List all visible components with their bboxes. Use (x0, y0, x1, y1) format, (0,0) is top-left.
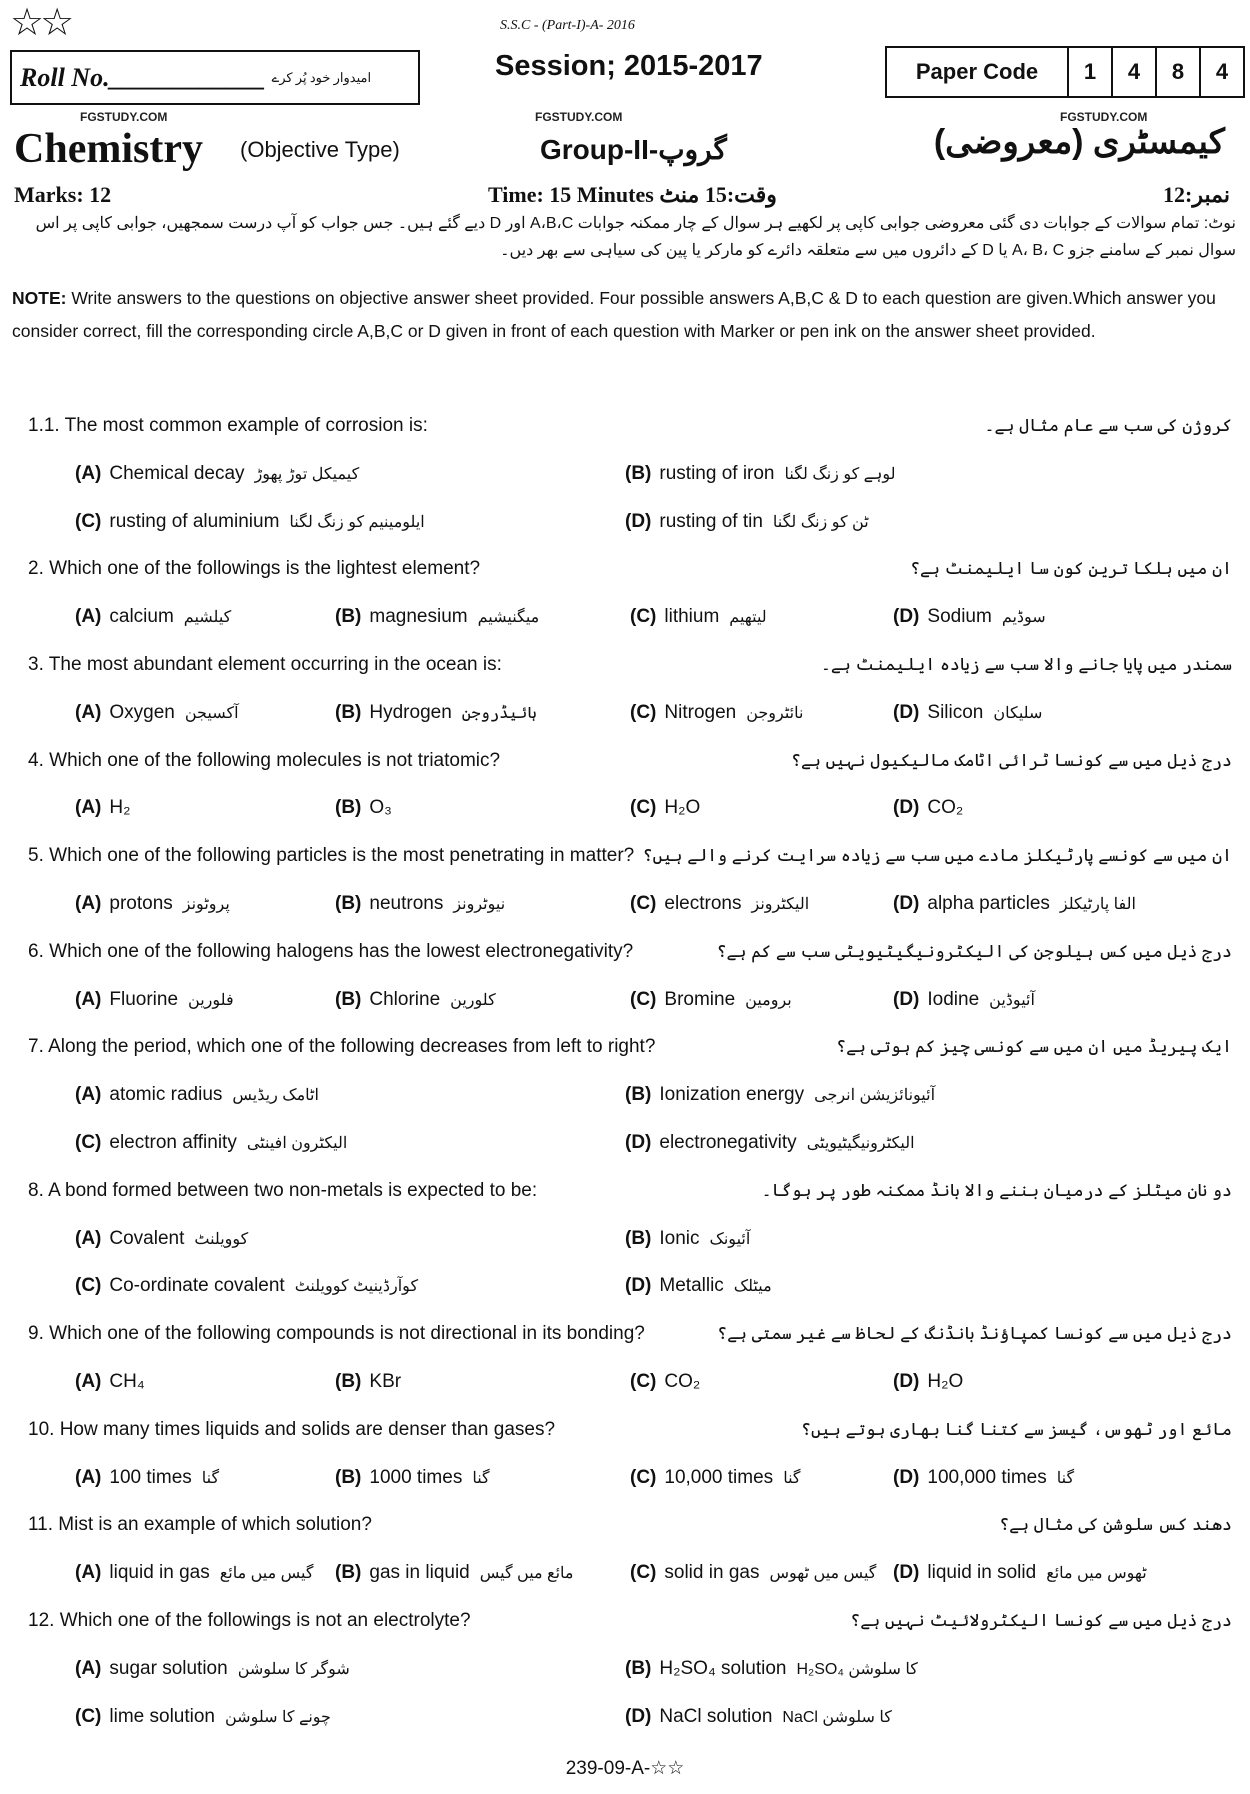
paper-code-label: Paper Code (915, 59, 1039, 84)
answer-option: (C) electron affinity الیکٹرون افینٹی (75, 1132, 348, 1153)
question-text: 9. Which one of the following compounds is not directional in its bonding? (28, 1323, 645, 1345)
exam-code: S.S.C - (Part-I)-A- 2016 (500, 18, 635, 33)
options-row (0, 598, 1250, 646)
question-row (0, 1506, 1250, 1554)
answer-option: (B) KBr (335, 1371, 402, 1392)
answer-option: (C) Co-ordinate covalent کوآرڈینیٹ کوویلنٹ (75, 1275, 419, 1297)
question-row (0, 742, 1250, 790)
options-row (0, 1554, 1250, 1602)
answer-option: (C) lime solution چونے کا سلوشن (75, 1705, 331, 1727)
answer-option: (D) alpha particles الفا پارٹیکلز (893, 893, 1136, 914)
group-label: Group-II-گروپ (540, 134, 727, 165)
question-urdu: سمندر میں پایا جانے والا سب سے زیادہ ایلیمنٹ ہے۔ (820, 655, 1232, 674)
answer-option: (C) Nitrogen نائٹروجن (630, 701, 804, 723)
answer-option: (B) 1000 times گنا (335, 1466, 490, 1488)
answer-option: (D) Metallic میٹلک (625, 1275, 772, 1297)
question-row (0, 1028, 1250, 1076)
options-row (0, 1363, 1250, 1411)
question-row (0, 550, 1250, 598)
answer-option: (B) gas in liquid مائع میں گیس (335, 1562, 574, 1584)
answer-option: (A) 100 times گنا (75, 1466, 220, 1488)
question-urdu: دھند کس سلوشن کی مثال ہے؟ (999, 1515, 1232, 1535)
question-row (0, 933, 1250, 981)
question-row (0, 407, 1250, 455)
answer-option: (B) Ionic آئیونک (625, 1227, 751, 1249)
answer-option: (C) H₂O (630, 797, 701, 819)
watermark: FGSTUDY.COM (535, 110, 623, 124)
options-row (0, 1076, 1250, 1124)
answer-option: (C) electrons الیکٹرونز (630, 893, 810, 914)
question-urdu: ایک پیریڈ میں ان میں سے کونسی چیز کم ہوتی ہے؟ (836, 1037, 1232, 1057)
question-text: 6. Which one of the following halogens has the lowest electronegativity? (28, 940, 634, 962)
session: Session; 2015-2017 (495, 50, 763, 82)
question-text: 12. Which one of the followings is not an electrolyte? (28, 1610, 471, 1631)
answer-option: (D) NaCl solution NaCl کا سلوشن (625, 1705, 892, 1727)
footer-code: 239-09-A-☆☆ (565, 1758, 685, 1779)
question-urdu: مائع اور ٹھوس، گیسز سے کتنا گنا بھاری ہوتے ہیں؟ (801, 1419, 1232, 1439)
answer-option: (D) liquid in solid ٹھوس میں مائع (893, 1562, 1147, 1584)
options-row (0, 1459, 1250, 1507)
question-text: 7. Along the period, which one of the following decreases from left to right? (28, 1036, 656, 1058)
question-text: 3. The most abundant element occurring in the ocean is: (28, 654, 502, 675)
marks-urdu: نمبر:12 (1163, 182, 1230, 207)
question-text: 8. A bond formed between two non-metals is expected to be: (28, 1179, 538, 1201)
question-row (0, 1602, 1250, 1650)
options-row (0, 1220, 1250, 1268)
answer-option: (A) Fluorine فلورین (75, 988, 234, 1010)
answer-option: (A) Covalent کوویلنٹ (75, 1227, 249, 1249)
paper-code-digit: 1 (1067, 48, 1111, 96)
question-row (0, 1411, 1250, 1459)
paper-type: (Objective Type) (240, 137, 400, 162)
paper-code-box (885, 46, 1245, 98)
answer-option: (B) O₃ (335, 797, 392, 819)
answer-option: (C) CO₂ (630, 1371, 701, 1392)
answer-option: (C) solid in gas گیس میں ٹھوس (630, 1562, 877, 1584)
question-row (0, 646, 1250, 694)
answer-option: (B) Ionization energy آئیونائزیشن انرجی (625, 1084, 936, 1106)
note-label: NOTE: (12, 288, 67, 308)
paper-code-digit: 8 (1155, 48, 1199, 96)
question-urdu: درج ذیل میں سے کونسا ٹرائی اٹامک مالیکیول نہیں ہے؟ (791, 750, 1232, 770)
question-urdu: درج ذیل میں سے کونسا الیکٹرولائیٹ نہیں ہے؟ (850, 1611, 1232, 1630)
options-row (0, 503, 1250, 551)
answer-option: (A) protons پروٹونز (75, 893, 230, 914)
question-text: 1.1. The most common example of corrosion is: (28, 415, 428, 436)
question-row (0, 1315, 1250, 1363)
answer-option: (D) 100,000 times گنا (893, 1466, 1075, 1488)
answer-option: (B) H₂SO₄ solution H₂SO₄ کا سلوشن (625, 1657, 918, 1679)
answer-option: (A) Oxygen آکسیجن (75, 701, 239, 723)
watermark: FGSTUDY.COM (80, 110, 168, 124)
answer-option: (B) Hydrogen ہائیڈروجن (335, 701, 537, 723)
answer-option: (B) Chlorine کلورین (335, 988, 496, 1010)
question-text: 4. Which one of the following molecules is not triatomic? (28, 749, 501, 771)
stars-mark: ☆☆ (10, 2, 71, 44)
roll-label: Roll No.____________ (20, 62, 266, 92)
options-row (0, 1650, 1250, 1698)
options-row (0, 455, 1250, 503)
roll-number-box[interactable] (10, 50, 420, 105)
paper-code-digit: 4 (1111, 48, 1155, 96)
question-row (0, 1172, 1250, 1220)
answer-option: (A) CH₄ (75, 1371, 145, 1392)
question-text: 10. How many times liquids and solids are denser than gases? (28, 1418, 556, 1440)
answer-option: (D) electronegativity الیکٹرونیگیٹیویٹی (625, 1132, 915, 1153)
question-text: 2. Which one of the followings is the lightest element? (28, 558, 481, 580)
subject-title-urdu: کیمسٹری (معروضی) (933, 123, 1225, 161)
answer-option: (A) calcium کیلشیم (75, 606, 232, 628)
instructions (12, 282, 1237, 348)
answer-option: (B) neutrons نیوٹرونز (335, 893, 506, 914)
options-row (0, 789, 1250, 837)
paper-code-digit: 4 (1199, 48, 1243, 96)
answer-option: (D) rusting of tin ٹن کو زنگ لگنا (625, 510, 869, 532)
roll-urdu: امیدوار خود پُر کرے (271, 69, 372, 85)
answer-option: (D) Iodine آئیوڈین (893, 988, 1035, 1010)
urdu-instructions: نوٹ: تمام سوالات کے جوابات دی گئی معروضی جوابی کاپی پر لکھیے ہر سوال کے چار ممکنہ جوابات A،B،C اور D دیے گئے ہیں۔ جس جواب کو آپ درست سمجھیں، جوابی کاپی پر اس سوال نمبر کے سامنے جزو A، B، C یا D کے دائروں میں سے متعلقہ دائرے کو مارکر یا پین کی سیاہی سے بھر دیں۔ (35, 215, 1236, 259)
marks: Marks: 12 (14, 182, 112, 207)
question-row (0, 837, 1250, 885)
question-text: 5. Which one of the following particles is the most penetrating in matter? (28, 845, 635, 867)
question-text: 11. Mist is an example of which solution? (28, 1514, 372, 1536)
answer-option: (A) liquid in gas گیس میں مائع (75, 1562, 314, 1584)
watermark: FGSTUDY.COM (1060, 110, 1148, 124)
answer-option: (B) rusting of iron لوہے کو زنگ لگنا (625, 462, 896, 484)
answer-option: (A) atomic radius اٹامک ریڈیس (75, 1084, 319, 1106)
question-urdu: ان میں سے کونسے پارٹیکلز مادے میں سب سے زیادہ سرایت کرنے والے ہیں؟ (642, 846, 1232, 866)
answer-option: (C) Bromine برومین (630, 988, 792, 1010)
question-urdu: درج ذیل میں سے کونسا کمپاؤنڈ بانڈنگ کے لحاظ سے غیر سمتی ہے؟ (717, 1324, 1232, 1344)
options-row (0, 981, 1250, 1029)
answer-option: (C) 10,000 times گنا (630, 1466, 801, 1488)
options-row (0, 1124, 1250, 1172)
answer-option: (C) lithium لیتھیم (630, 606, 767, 628)
answer-option: (D) Silicon سلیکان (893, 701, 1043, 723)
question-urdu: کروژن کی سب سے عام مثال ہے۔ (984, 416, 1232, 435)
options-row (0, 1698, 1250, 1746)
subject-title: Chemistry (14, 126, 203, 172)
answer-option: (A) H₂ (75, 797, 131, 819)
answer-option: (C) rusting of aluminium ایلومینیم کو زنگ لگنا (75, 510, 425, 532)
answer-option: (D) Sodium سوڈیم (893, 606, 1046, 628)
question-urdu: دو نان میٹلز کے درمیان بننے والا بانڈ ممکنہ طور پر ہوگا۔ (761, 1180, 1232, 1200)
time: Time: 15 Minutes وقت:15 منٹ (488, 182, 777, 207)
options-row (0, 1267, 1250, 1315)
question-urdu: درج ذیل میں کس ہیلوجن کی الیکٹرونیگیٹیویٹی سب سے کم ہے؟ (716, 941, 1232, 961)
question-urdu: ان میں ہلکا ترین کون سا ایلیمنٹ ہے؟ (910, 559, 1232, 579)
answer-option: (B) magnesium میگنیشیم (335, 606, 540, 628)
answer-option: (A) sugar solution شوگر کا سلوشن (75, 1657, 350, 1679)
note-text: Write answers to the questions on objective answer sheet provided. Four possible answers A,B,C & D to each question are given.Which answer you consider correct, fill the corresponding circle A,B,C or D given in front of each question with Marker or pen ink on the answer sheet provided. (12, 288, 1216, 341)
answer-option: (D) CO₂ (893, 797, 964, 819)
answer-option: (D) H₂O (893, 1371, 964, 1392)
answer-option: (A) Chemical decay کیمیکل توڑ پھوڑ (75, 462, 360, 484)
options-row (0, 885, 1250, 933)
options-row (0, 694, 1250, 742)
